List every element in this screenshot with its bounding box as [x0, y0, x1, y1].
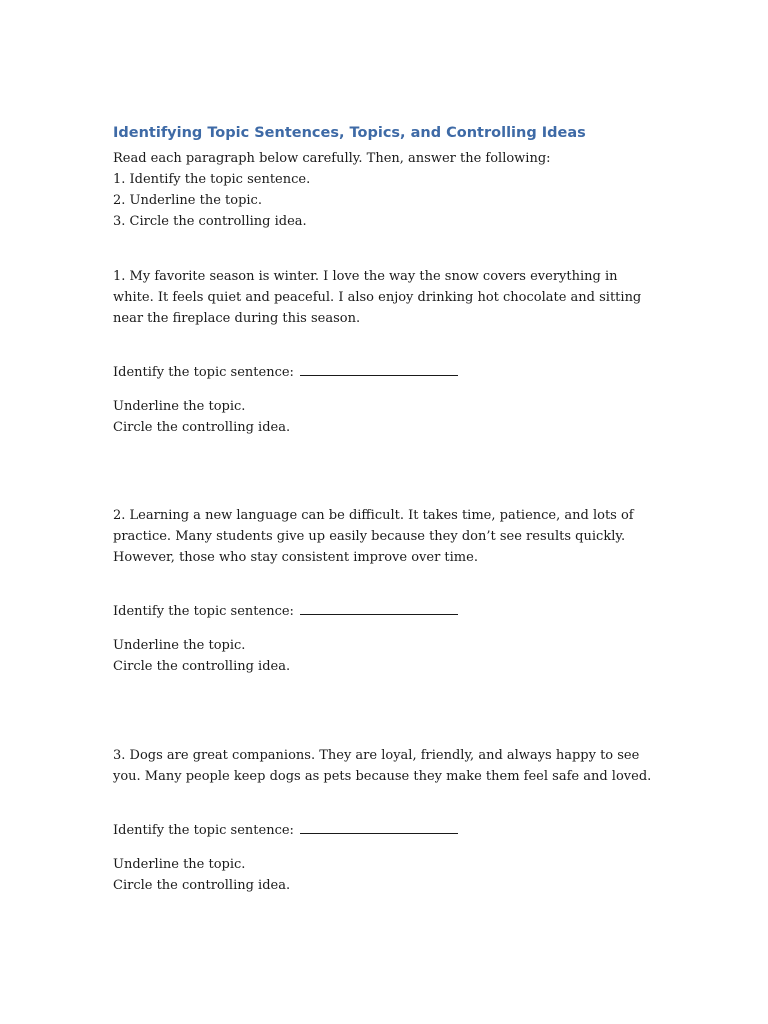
exercise-3-paragraph: 3. Dogs are great companions. They are loyal, friendly, and always happy to see you. Many people keep dogs as pets because they make them feel safe and loved.: [113, 748, 652, 784]
exercise-1-circle-prompt: Circle the controlling idea.: [113, 420, 291, 435]
exercise-1-answer-blank[interactable]: [300, 362, 458, 376]
worksheet-title: Identifying Topic Sentences, Topics, and Controlling Ideas: [113, 125, 586, 141]
exercise-2-answer-blank[interactable]: [300, 601, 458, 615]
exercise-1-underline-prompt: Underline the topic.: [113, 399, 246, 414]
exercise-3-answer-blank[interactable]: [300, 820, 458, 834]
exercise-2-paragraph: 2. Learning a new language can be difficult. It takes time, patience, and lots of practice. Many students give up easily because they don’t see results quickly. However, those who stay consistent improve over time.: [113, 508, 634, 565]
intro-text: Read each paragraph below carefully. Then, answer the following:: [113, 151, 551, 166]
exercise-3-circle-prompt: Circle the controlling idea.: [113, 878, 291, 893]
exercise-1-identify-prompt: Identify the topic sentence:: [113, 365, 294, 380]
instruction-item-3: 3. Circle the controlling idea.: [113, 214, 307, 229]
exercise-1-identify-row: [113, 362, 458, 383]
instruction-item-2: 2. Underline the topic.: [113, 193, 262, 208]
exercise-2-identify-prompt: Identify the topic sentence:: [113, 604, 294, 619]
exercise-2-underline-prompt: Underline the topic.: [113, 638, 246, 653]
exercise-3-underline-prompt: Underline the topic.: [113, 857, 246, 872]
instruction-item-1: 1. Identify the topic sentence.: [113, 172, 311, 187]
exercise-2-circle-prompt: Circle the controlling idea.: [113, 659, 291, 674]
exercise-2-identify-row: [113, 601, 458, 622]
exercise-3-identify-prompt: Identify the topic sentence:: [113, 823, 294, 838]
exercise-3-identify-row: [113, 820, 458, 841]
exercise-1-paragraph: 1. My favorite season is winter. I love the way the snow covers everything in white. It feels quiet and peaceful. I also enjoy drinking hot chocolate and sitting near the fireplace during this season.: [113, 269, 642, 326]
